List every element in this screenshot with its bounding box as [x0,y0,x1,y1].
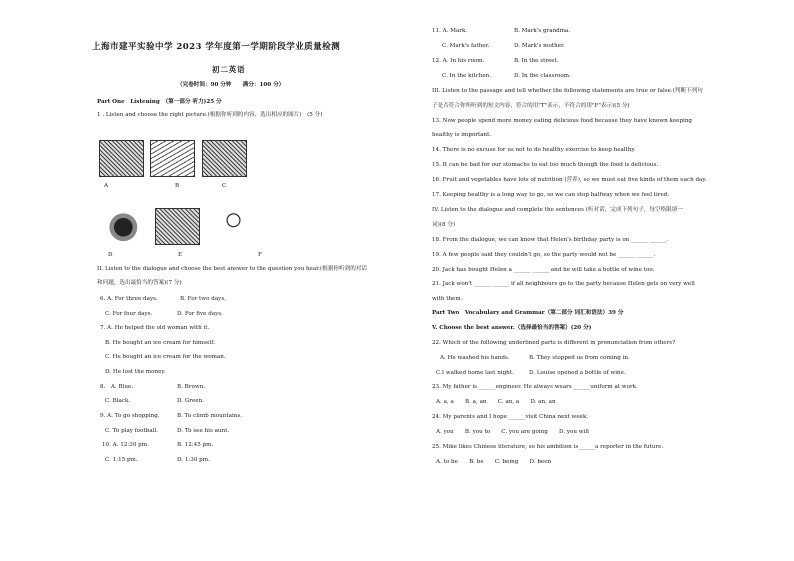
q17: 17. Keeping healthy is a long way to go, so we can stop halfway when we feel tired. [432,192,670,198]
picture-b [150,140,195,177]
q23-options: A. a, a B. a, an C. an, a D. an, an [436,399,556,405]
q9-option-c: C. To play football. [105,428,159,434]
section-3-instruction-line2: 子是否符合你所听到的短文内容，符合的用"T"表示，不符合的用"F"表示)(5 分) [432,103,630,109]
q25-options: A. to be B. be C. being D. been [436,459,552,465]
q22-option-a: A. He washed his hands. [440,355,510,361]
q6-option-c: C. For four days. [105,311,153,317]
picture-c [202,140,247,177]
section-4-instruction-line1: IV. Listen to the dialogue and complete the sentences (听对话，完成下列句子，每空格限填一 [432,207,683,213]
q11-option-b: B. Mark's grandma. [514,28,571,34]
q7-option-d: D. He lost the money. [105,369,166,375]
q6-option-d: D. For five days. [177,311,223,317]
picture-a [99,140,144,177]
q25: 25. Mike likes Chinese literature, so his ambition is______a reporter in the future. [432,444,664,450]
picture-label-c: C [222,183,227,189]
q11-option-a: 11. A. Mark. [432,28,468,34]
q8-option-d: D. Green. [177,398,204,404]
q20: 20. Jack has bought Helen a ______ ______ and he will take a bottle of wine too. [432,267,655,273]
q11-option-d: D. Mark's mother. [514,43,565,49]
part-two-heading: Part Two Vocabulary and Grammar（第二部分 词汇和语法）39 分 [432,310,624,316]
section-2-instruction-line2: 和问题，选出最恰当的答案)(7 分) [97,280,182,286]
q9-option-a: 9. A. To go shopping. [100,413,160,419]
right-page [432,0,707,561]
q19: 19. A few people said they couldn't go, so the party would not be ______ ______. [432,252,656,258]
q14: 14. There is no excuse for us not to do healthy exercise to keep healthy. [432,147,636,153]
q22-option-c: C.I walked home last night. [436,370,514,376]
exam-title: 上海市建平实验中学 2023 学年度第一学期阶段学业质量检测 [92,42,341,52]
picture-e [155,208,200,245]
left-page [92,0,392,561]
q13-line2: healthy is important. [432,132,492,138]
q24: 24. My parents and I hope ______visit China next week. [432,414,589,420]
picture-label-e: E [178,252,183,258]
picture-label-f: F [258,252,262,258]
picture-f [212,208,255,243]
q10-option-d: D. 1:30 pm. [177,457,210,463]
picture-label-a: A [104,183,109,189]
section-5-instruction: V. Choose the best answer.（选择最恰当的答案）(20 分) [432,325,592,331]
q21-line2: with them. [432,296,463,302]
picture-label-b: B [175,183,180,189]
q13-line1: 13. Now people spend more money eating delicious food because they have known keeping [432,118,693,124]
q8-option-c: C. Black. [105,398,131,404]
part-one-heading: Part One Listening （第一部分 听力)25 分 [97,99,222,105]
q24-options: A. you B. you to C. you are going D. you will [436,429,589,435]
q16: 16. Fruit and vegetables have lots of nutrition (营养), so we must eat five kinds of them each day. [432,177,707,183]
picture-label-d: D [108,252,113,258]
q9-option-d: D. To see his aunt. [177,428,230,434]
section-1-instruction: 1 . Listen and choose the right picture.(根据你听到的内容，选出相应的图片) (5 分) [97,112,323,118]
q12-option-b: B. In the street. [514,58,559,64]
q22: 22. Which of the following underlined parts is different in pronunciation from others? [432,340,676,346]
q12-option-c: C. In the kitchen. [442,73,492,79]
q7-option-b: B. He bought an ice cream for himself. [105,340,215,346]
q8-option-a: 8. A. Blue. [100,384,134,390]
exam-info: （完卷时间：90 分钟 满分：100 分） [177,82,285,88]
q21-line1: 21. Jack won't ______ ______ if all neighbours go to the party because Helen gets on very well [432,281,695,287]
q7-option-c: C. He bought an ice cream for the woman. [105,354,226,360]
q11-option-c: C. Mark's father. [442,43,490,49]
q8-option-b: B. Brown. [177,384,205,390]
q10-option-b: B. 12:45 pm. [177,442,214,448]
q6-option-b: B. For two days. [180,296,226,302]
section-3-instruction-line1: III. Listen to the passage and tell whether the following statements are true or false.(判断下列句 [432,88,703,94]
q15: 15. It can be bad for our stomachs to eat too much though the food is delicious. [432,162,659,168]
q22-option-d: D. Louise opened a bottle of wine. [529,370,626,376]
section-4-instruction-line2: 词)(8 分) [432,222,456,228]
q23: 23. My father is ______engineer. He always wears ______uniform at work. [432,384,638,390]
q10-option-a: 10. A. 12:30 pm. [102,442,149,448]
q12-option-a: 12. A. In his room. [432,58,485,64]
q12-option-d: D. In the classroom. [514,73,571,79]
q6-option-a: 6. A. For three days. [100,296,158,302]
q7-option-a: 7. A. He helped the old woman with it. [100,325,210,331]
q22-option-b: B. They stopped us from coming in. [529,355,630,361]
q9-option-b: B. To climb mountains. [177,413,242,419]
q18: 18. From the dialogue, we can know that Helen's birthday party is on ______ ______. [432,237,669,243]
section-2-instruction-line1: II. Listen to the dialogue and choose the best answer to the question you hear.(根据你听到的对话 [97,266,367,272]
picture-d [104,208,147,243]
q10-option-c: C. 1:15 pm. [105,457,138,463]
subject-title: 初二英语 [212,65,246,74]
